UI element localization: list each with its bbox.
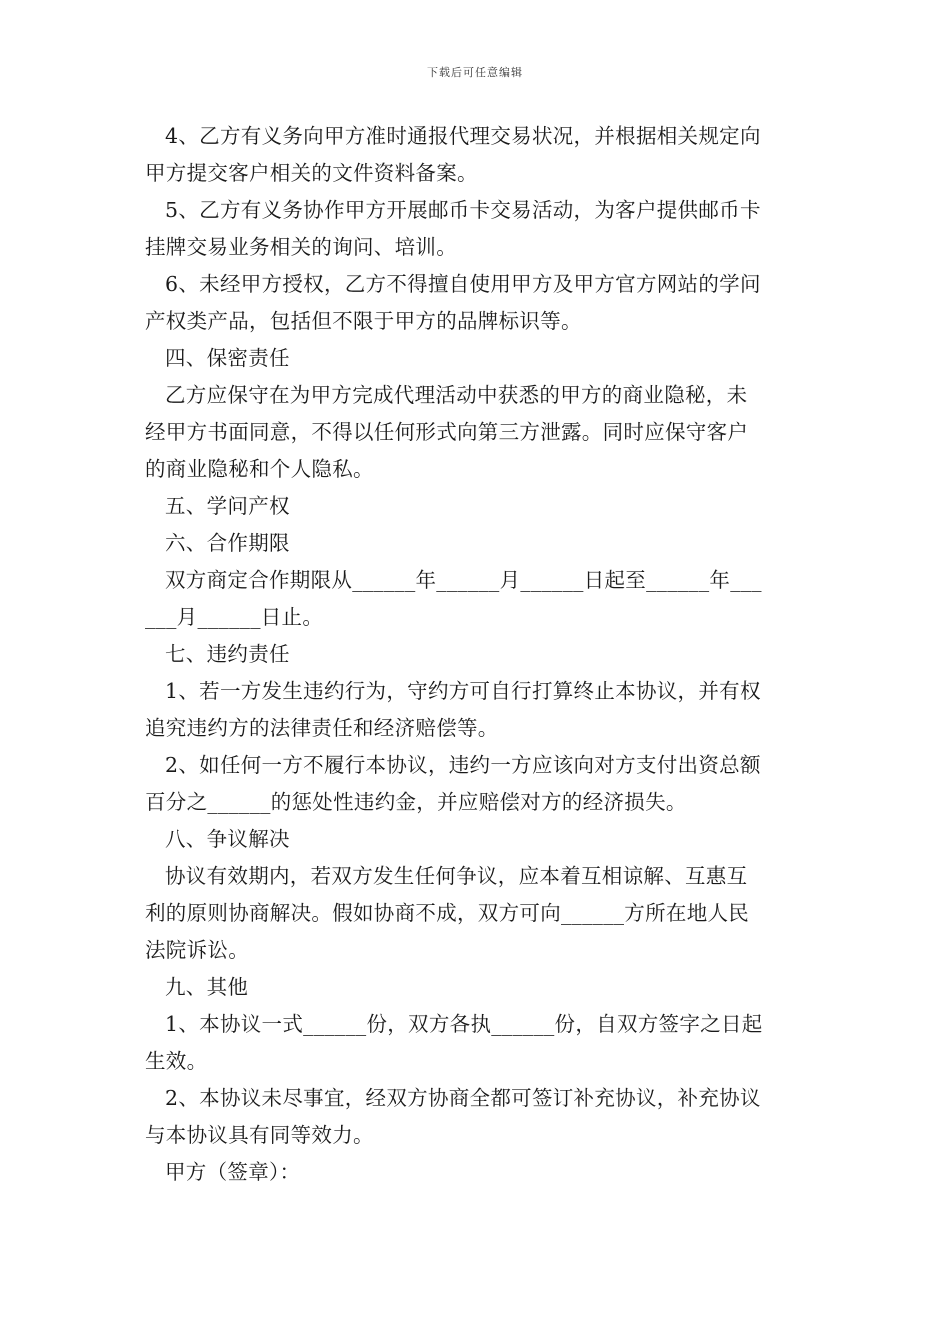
- document-line: 甲方提交客户相关的文件资料备案。: [145, 161, 478, 185]
- document-line: 百分之______的惩处性违约金，并应赔偿对方的经济损失。: [145, 790, 687, 814]
- document-line: 八、争议解决: [165, 827, 290, 851]
- document-line: 挂牌交易业务相关的询问、培训。: [145, 235, 457, 259]
- document-line: 协议有效期内，若双方发生任何争议，应本着互相谅解、互惠互: [165, 864, 748, 888]
- document-line: ___月______日止。: [145, 605, 324, 629]
- page-header-note: 下载后可任意编辑: [427, 66, 523, 79]
- document-body: [145, 118, 810, 1191]
- document-line: 生效。: [145, 1049, 208, 1073]
- document-line: 九、其他: [165, 975, 249, 999]
- document-line: 追究违约方的法律责任和经济赔偿等。: [145, 716, 499, 740]
- document-line: 6、未经甲方授权，乙方不得擅自使用甲方及甲方官方网站的学问: [165, 272, 761, 296]
- document-line: 甲方（签章）：: [165, 1160, 301, 1184]
- document-line: 法院诉讼。: [145, 938, 249, 962]
- document-line: 的商业隐秘和个人隐私。: [145, 457, 374, 481]
- document-line: 2、本协议未尽事宜，经双方协商全都可签订补充协议，补充协议: [165, 1086, 761, 1110]
- document-line: 六、合作期限: [165, 531, 290, 555]
- document-line: 1、本协议一式______份，双方各执______份，自双方签字之日起: [165, 1012, 763, 1036]
- document-line: 七、违约责任: [165, 642, 290, 666]
- document-line: 与本协议具有同等效力。: [145, 1123, 374, 1147]
- document-line: 五、学问产权: [165, 494, 290, 518]
- document-line: 4、乙方有义务向甲方准时通报代理交易状况，并根据相关规定向: [165, 124, 761, 148]
- document-line: 5、乙方有义务协作甲方开展邮币卡交易活动，为客户提供邮币卡: [165, 198, 761, 222]
- document-line: 1、若一方发生违约行为，守约方可自行打算终止本协议，并有权: [165, 679, 761, 703]
- document-line: 乙方应保守在为甲方完成代理活动中获悉的甲方的商业隐秘，未: [165, 383, 748, 407]
- document-line: 双方商定合作期限从______年______月______日起至______年___: [165, 568, 762, 592]
- document-line: 四、保密责任: [165, 346, 290, 370]
- document-line: 经甲方书面同意，不得以任何形式向第三方泄露。同时应保守客户: [145, 420, 749, 444]
- document-line: 产权类产品，包括但不限于甲方的品牌标识等。: [145, 309, 582, 333]
- document-line: 利的原则协商解决。假如协商不成，双方可向______方所在地人民: [145, 901, 750, 925]
- document-line: 2、如任何一方不履行本协议，违约一方应该向对方支付出资总额: [165, 753, 761, 777]
